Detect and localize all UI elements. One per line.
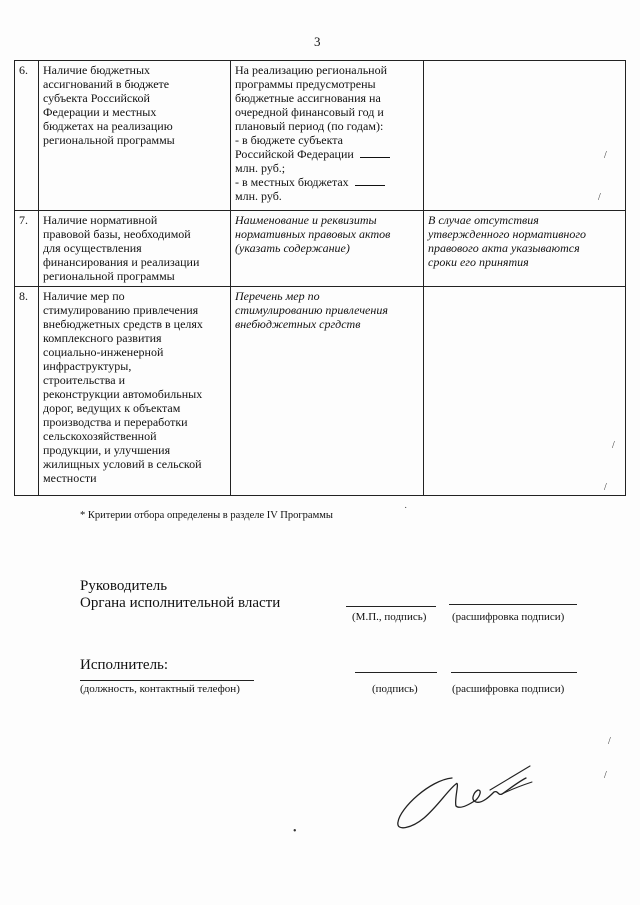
fill-in-line xyxy=(355,175,385,186)
criterion-cell: Наличие мер по стимулированию привлечения внебюджетных средств в целях комплексного развития социально-инженерной инфраструктуры, строительства и реконструкции автомобильных дорог, ведущих к объектам производства и переработки сельскохозяйственной продукции, и улучшения жилищных условий в сельской местности xyxy=(39,287,231,496)
position-line xyxy=(80,680,254,681)
scan-mark: / xyxy=(604,770,607,781)
row-number: 8. xyxy=(15,287,39,496)
scan-mark: / xyxy=(598,192,601,203)
decode-line xyxy=(449,604,577,605)
scan-mark: / xyxy=(608,736,611,747)
executor-signature-line xyxy=(355,672,437,673)
handwritten-signature xyxy=(390,760,560,840)
decode-caption: (расшифровка подписи) xyxy=(452,611,565,623)
executor-decode-caption: (расшифровка подписи) xyxy=(452,683,565,695)
budget-item-local-text: - в местных бюджетах xyxy=(235,175,349,189)
scan-mark: • xyxy=(293,826,297,837)
table-row xyxy=(15,61,626,211)
table-row xyxy=(15,211,626,287)
scan-mark: / xyxy=(612,440,615,451)
budget-item-subject-text: - в бюджете субъекта Российской Федерации xyxy=(235,133,354,161)
fill-in-line xyxy=(360,147,390,158)
sign-caption: (подпись) xyxy=(372,683,418,695)
row-number: 6. xyxy=(15,61,39,211)
budget-item-local xyxy=(235,175,419,189)
criterion-cell: Наличие бюджетных ассигнований в бюджете субъекта Российской Федерации и местных бюджетах на реализацию региональной программы xyxy=(39,61,231,211)
page-number: 3 xyxy=(314,34,321,49)
requirement-cell xyxy=(231,61,424,211)
signature-line xyxy=(346,606,436,607)
note-cell xyxy=(424,61,626,211)
table-row xyxy=(15,287,626,496)
note-cell xyxy=(424,287,626,496)
budget-unit-local: млн. руб. xyxy=(235,189,282,203)
note-cell: В случае отсутствия утвержденного нормативного правового акта указываются сроки его принятия xyxy=(424,211,626,287)
budget-unit-subject: млн. руб.; xyxy=(235,161,286,175)
executor-decode-line xyxy=(451,672,577,673)
head-title: Руководитель xyxy=(80,578,168,594)
criterion-cell: Наличие нормативной правовой базы, необходимой для осуществления финансирования и реализации региональной программы xyxy=(39,211,231,287)
budget-item-subject xyxy=(235,133,419,161)
requirement-intro: На реализацию региональной программы предусмотрены бюджетные ассигнования на очередной финансовый год и плановый период (по годам): xyxy=(235,63,388,133)
head-authority: Органа исполнительной власти xyxy=(80,595,281,611)
row-number: 7. xyxy=(15,211,39,287)
position-caption: (должность, контактный телефон) xyxy=(80,683,240,695)
scan-mark: ˙ xyxy=(404,506,408,517)
criteria-table xyxy=(14,60,626,496)
requirement-cell: Наименование и реквизиты нормативных правовых актов (указать содержание) xyxy=(231,211,424,287)
stamp-caption: (М.П., подпись) xyxy=(352,611,427,623)
executor-label: Исполнитель: xyxy=(80,657,169,673)
scan-mark: / xyxy=(604,150,607,161)
footnote: * Критерии отбора определены в разделе IV Программы xyxy=(80,510,333,521)
scan-mark: / xyxy=(604,482,607,493)
requirement-cell: Перечень мер по стимулированию привлечения внебюджетных сргдств xyxy=(231,287,424,496)
